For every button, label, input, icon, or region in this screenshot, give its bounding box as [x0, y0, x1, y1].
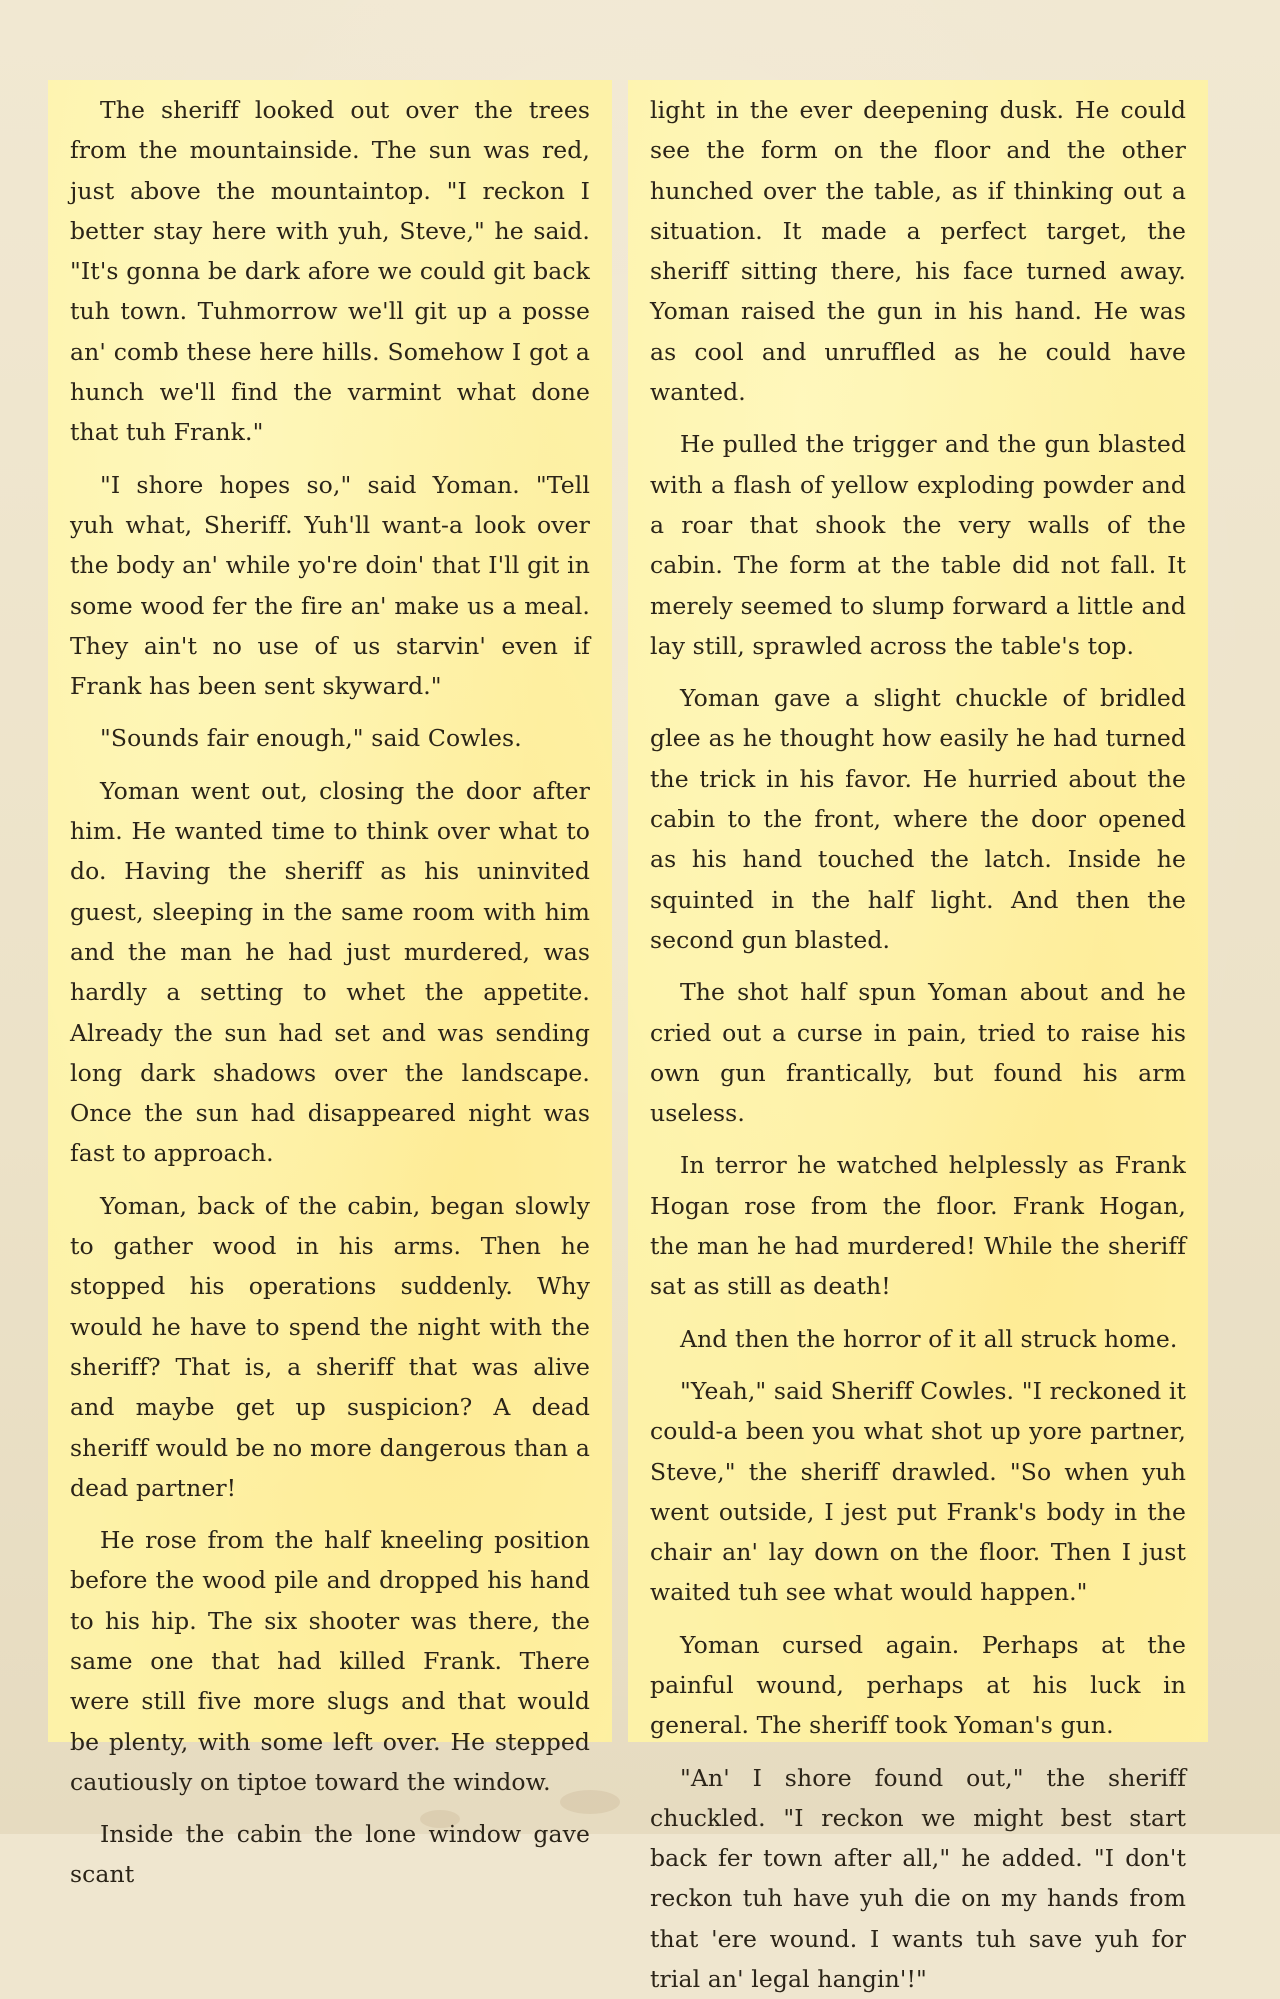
right-column — [628, 80, 1208, 1994]
left-column — [48, 80, 612, 1889]
paragraph: The shot half spun Yoman about and he cried out a curse in pain, tried to raise his own gun frantically, but found his arm useless. — [650, 978, 1186, 1128]
paragraph: "Yeah," said Sheriff Cowles. "I reckoned it could-a been you what shot up yore partner, Steve," the sheriff drawled. "So when yuh went outside, I jest put Frank's body in the chair an' lay down on the floor. Then I just waited tuh see what would happen." — [650, 1376, 1186, 1607]
paragraph: Yoman cursed again. Perhaps at the painful wound, perhaps at his luck in general. The sheriff took Yoman's gun. — [650, 1630, 1186, 1740]
paragraph: Yoman gave a slight chuckle of bridled glee as he thought how easily he had turned the trick in his favor. He hurried about the cabin to the front, where the door opened as his hand touched the latch. Inside he squinted in the half light. And then the second gun blasted. — [650, 684, 1186, 954]
paragraph: In terror he watched helplessly as Frank Hogan rose from the floor. Frank Hogan, the man he had murdered! While the sheriff sat as still as death! — [650, 1151, 1186, 1301]
paragraph: "I shore hopes so," said Yoman. "Tell yuh what, Sheriff. Yuh'll want-a look over the body an' while yo're doin' that I'll git in some wood fer the fire an' make us a meal. They ain't no use of us starvin' even if Frank has been sent skyward." — [70, 470, 590, 701]
paragraph: He rose from the half kneeling position before the wood pile and dropped his hand to his hip. The six shooter was there, the same one that had killed Frank. There were still five more slugs and that would be plenty, with some left over. He stepped cautiously on tiptoe toward the window. — [70, 1526, 590, 1796]
paragraph: "An' I shore found out," the sheriff chuckled. "I reckon we might best start back fer town after all," he added. "I don't reckon tuh have yuh die on my hands from that 'ere wound. I wants tuh save yuh for trial an' legal hangin'!" — [650, 1763, 1186, 1994]
paragraph: The sheriff looked out over the trees from the mountainside. The sun was red, just above the mountaintop. "I reckon I better stay here with yuh, Steve," he said. "It's gonna be dark afore we could git back tuh town. Tuhmorrow we'll git up a posse an' comb these here hills. Somehow I got a hunch we'll find the varmint what done that tuh Frank." — [70, 96, 590, 447]
paragraph: light in the ever deepening dusk. He could see the form on the floor and the other hunched over the table, as if thinking out a situation. It made a perfect target, the sheriff sitting there, his face turned away. Yoman raised the gun in his hand. He was as cool and unruffled as he could have wanted. — [650, 96, 1186, 407]
paragraph: Inside the cabin the lone window gave scant — [70, 1820, 590, 1889]
paragraph: And then the horror of it all struck home. — [680, 1324, 1178, 1353]
paragraph: Yoman, back of the cabin, began slowly to gather wood in his arms. Then he stopped his operations suddenly. Why would he have to spend the night with the sheriff? That is, a sheriff that was alive and maybe get up suspicion? A dead sheriff would be no more dangerous than a dead partner! — [70, 1191, 590, 1502]
paragraph: "Sounds fair enough," said Cowles. — [100, 724, 522, 753]
paragraph: Yoman went out, closing the door after him. He wanted time to think over what to do. Having the sheriff as his uninvited guest, sleeping in the same room with him and the man he had just murdered, was hardly a setting to whet the appetite. Already the sun had set and was sending long dark shadows over the landscape. Once the sun had disappeared night was fast to approach. — [70, 776, 590, 1168]
paragraph: He pulled the trigger and the gun blasted with a flash of yellow exploding powder and a roar that shook the very walls of the cabin. The form at the table did not fall. It merely seemed to slump forward a little and lay still, sprawled across the table's top. — [650, 430, 1186, 660]
